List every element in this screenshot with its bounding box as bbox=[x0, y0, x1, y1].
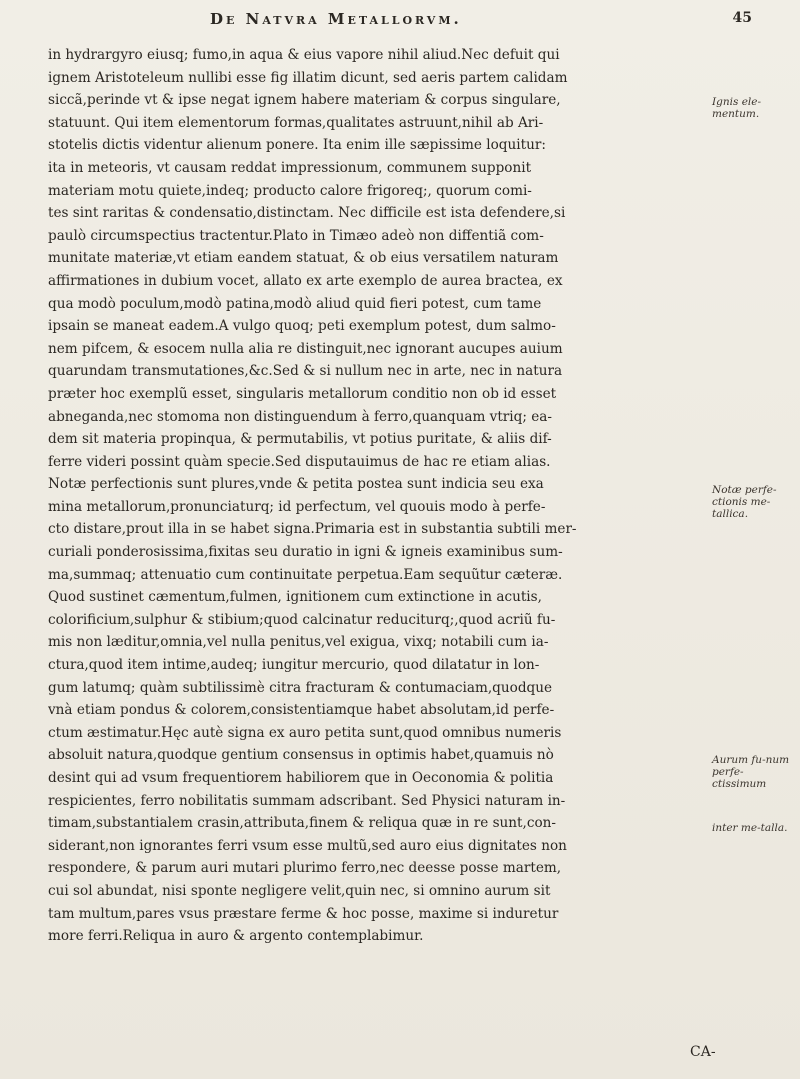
text-line: statuunt. Qui item elementorum formas,qualitates astruunt,nihil ab Ari- bbox=[48, 114, 544, 131]
text-line: præter hoc exemplũ esset, singularis metallorum conditio non ob id esset bbox=[48, 385, 557, 402]
text-line: stotelis dictis videntur alienum ponere. Ita enim ille sæpissime loquitur: bbox=[48, 137, 546, 154]
text-line: Notæ perfectionis sunt plures,vnde & petita postea sunt indicia seu exa bbox=[48, 476, 544, 493]
text-line: curiali ponderosissima,fixitas seu duratio in igni & igneis examinibus sum- bbox=[48, 544, 563, 561]
text-line: ctum æstimatur.Hęc autè signa ex auro petita sunt,quod omnibus numeris bbox=[48, 724, 562, 741]
text-line: abneganda,nec stomoma non distinguendum à ferro,quanquam vtriq; ea- bbox=[48, 408, 552, 425]
text-line: absoluit natura,quodque gentium consensus in optimis habet,quamuis nò bbox=[48, 747, 554, 764]
text-line: ctura,quod item intime,audeq; iungitur mercurio, quod dilatatur in lon- bbox=[48, 657, 540, 674]
text-line: vnà etiam pondus & colorem,consistentiamque habet absolutam,id perfe- bbox=[48, 702, 555, 719]
margin-note-ignis: Ignis ele-mentum. bbox=[712, 96, 762, 120]
text-line: timam,substantialem crasin,attributa,finem & reliqua quæ in re sunt,con- bbox=[48, 815, 556, 832]
text-line: siccã,perinde vt & ipse negat ignem habere materiam & corpus singulare, bbox=[48, 92, 561, 109]
text-line: quarundam transmutationes,&c.Sed & si nullum nec in arte, nec in natura bbox=[48, 363, 563, 380]
text-line: siderant,non ignorantes ferri vsum esse multũ,sed auro eius dignitates non bbox=[48, 837, 567, 854]
text-line: mina metallorum,pronunciaturq; id perfectum, vel quouis modo à perfe- bbox=[48, 498, 546, 515]
text-line: dem sit materia propinqua, & permutabilis, vt potius puritate, & aliis dif- bbox=[48, 431, 552, 448]
text-line: gum latumq; quàm subtilissimè citra fracturam & contumaciam,quodque bbox=[48, 679, 553, 696]
body-text bbox=[48, 44, 708, 970]
margin-note-notae: Notæ perfe-ctionis me-tallica. bbox=[712, 484, 777, 520]
text-line: materiam motu quiete,indeq; producto calore frigoreq;, quorum comi- bbox=[48, 182, 532, 199]
text-line: in hydrargyro eiusq; fumo,in aqua & eius vapore nihil aliud.Nec defuit qui bbox=[48, 47, 560, 63]
text-line: ipsain se maneat eadem.A vulgo quoq; peti exemplum potest, dum salmo- bbox=[48, 318, 556, 335]
text-line: tes sint raritas & condensatio,distinctam. Nec difficile est ista defendere,si bbox=[48, 205, 566, 222]
page-header bbox=[0, 10, 800, 38]
margin-note-aurum: Aurum fu-num perfe-ctissimum bbox=[712, 754, 790, 790]
text-line: tam multum,pares vsus præstare ferme & hoc posse, maxime si induretur bbox=[48, 905, 559, 922]
text-line: respicientes, ferro nobilitatis summam adscribant. Sed Physici naturam in- bbox=[48, 792, 566, 809]
text-line: affirmationes in dubium vocet, allato ex arte exemplo de aurea bractea, ex bbox=[48, 272, 563, 289]
text-line: paulò circumspectius tractentur.Plato in Timæo adeò non diffentiã com- bbox=[48, 227, 544, 244]
text-line: respondere, & parum auri mutari plurimo ferro,nec deesse posse martem, bbox=[48, 860, 562, 877]
text-line: more ferri.Reliqua in auro & argento contemplabimur. bbox=[48, 928, 424, 945]
catchword: CA- bbox=[690, 1044, 716, 1060]
margin-notes bbox=[712, 0, 796, 1079]
text-line bbox=[48, 948, 708, 971]
page-number: 45 bbox=[732, 10, 752, 26]
text-line: desint qui ad vsum frequentiorem habiliorem que in Oeconomia & politia bbox=[48, 770, 554, 786]
text-line: ignem Aristoteleum nullibi esse fig illatim dicunt, sed aeris partem calidam bbox=[48, 69, 568, 86]
text-line: mis non læditur,omnia,vel nulla penitus,vel exigua, vixq; notabili cum ia- bbox=[48, 634, 549, 651]
text-line: nem pifcem, & esocem nulla alia re distinguit,nec ignorant aucupes auium bbox=[48, 340, 563, 357]
margin-note-inter: inter me-talla. bbox=[712, 822, 788, 834]
text-line: colorificium,sulphur & stibium;quod calcinatur reduciturq;,quod acriũ fu- bbox=[48, 611, 556, 628]
text-line: cui sol abundat, nisi sponte negligere velit,quin nec, si omnino aurum sit bbox=[48, 882, 551, 899]
running-title: De Natvra Metallorvm. bbox=[210, 10, 462, 28]
text-line: ferre videri possint quàm specie.Sed disputauimus de hac re etiam alias. bbox=[48, 453, 551, 470]
text-line: qua modò poculum,modò patina,modò aliud quid fieri potest, cum tame bbox=[48, 295, 542, 312]
text-line: ita in meteoris, vt causam reddat impressionum, communem supponit bbox=[48, 159, 532, 176]
text-line: cto distare,prout illa in se habet signa.Primaria est in substantia subtili mer- bbox=[48, 521, 577, 538]
text-line: munitate materiæ,vt etiam eandem statuat, & ob eius versatilem naturam bbox=[48, 250, 559, 267]
text-line: ma,summaq; attenuatio cum continuitate perpetua.Eam sequũtur cæteræ. bbox=[48, 566, 563, 583]
text-line: Quod sustinet cæmentum,fulmen, ignitionem cum extinctione in acutis, bbox=[48, 589, 542, 606]
